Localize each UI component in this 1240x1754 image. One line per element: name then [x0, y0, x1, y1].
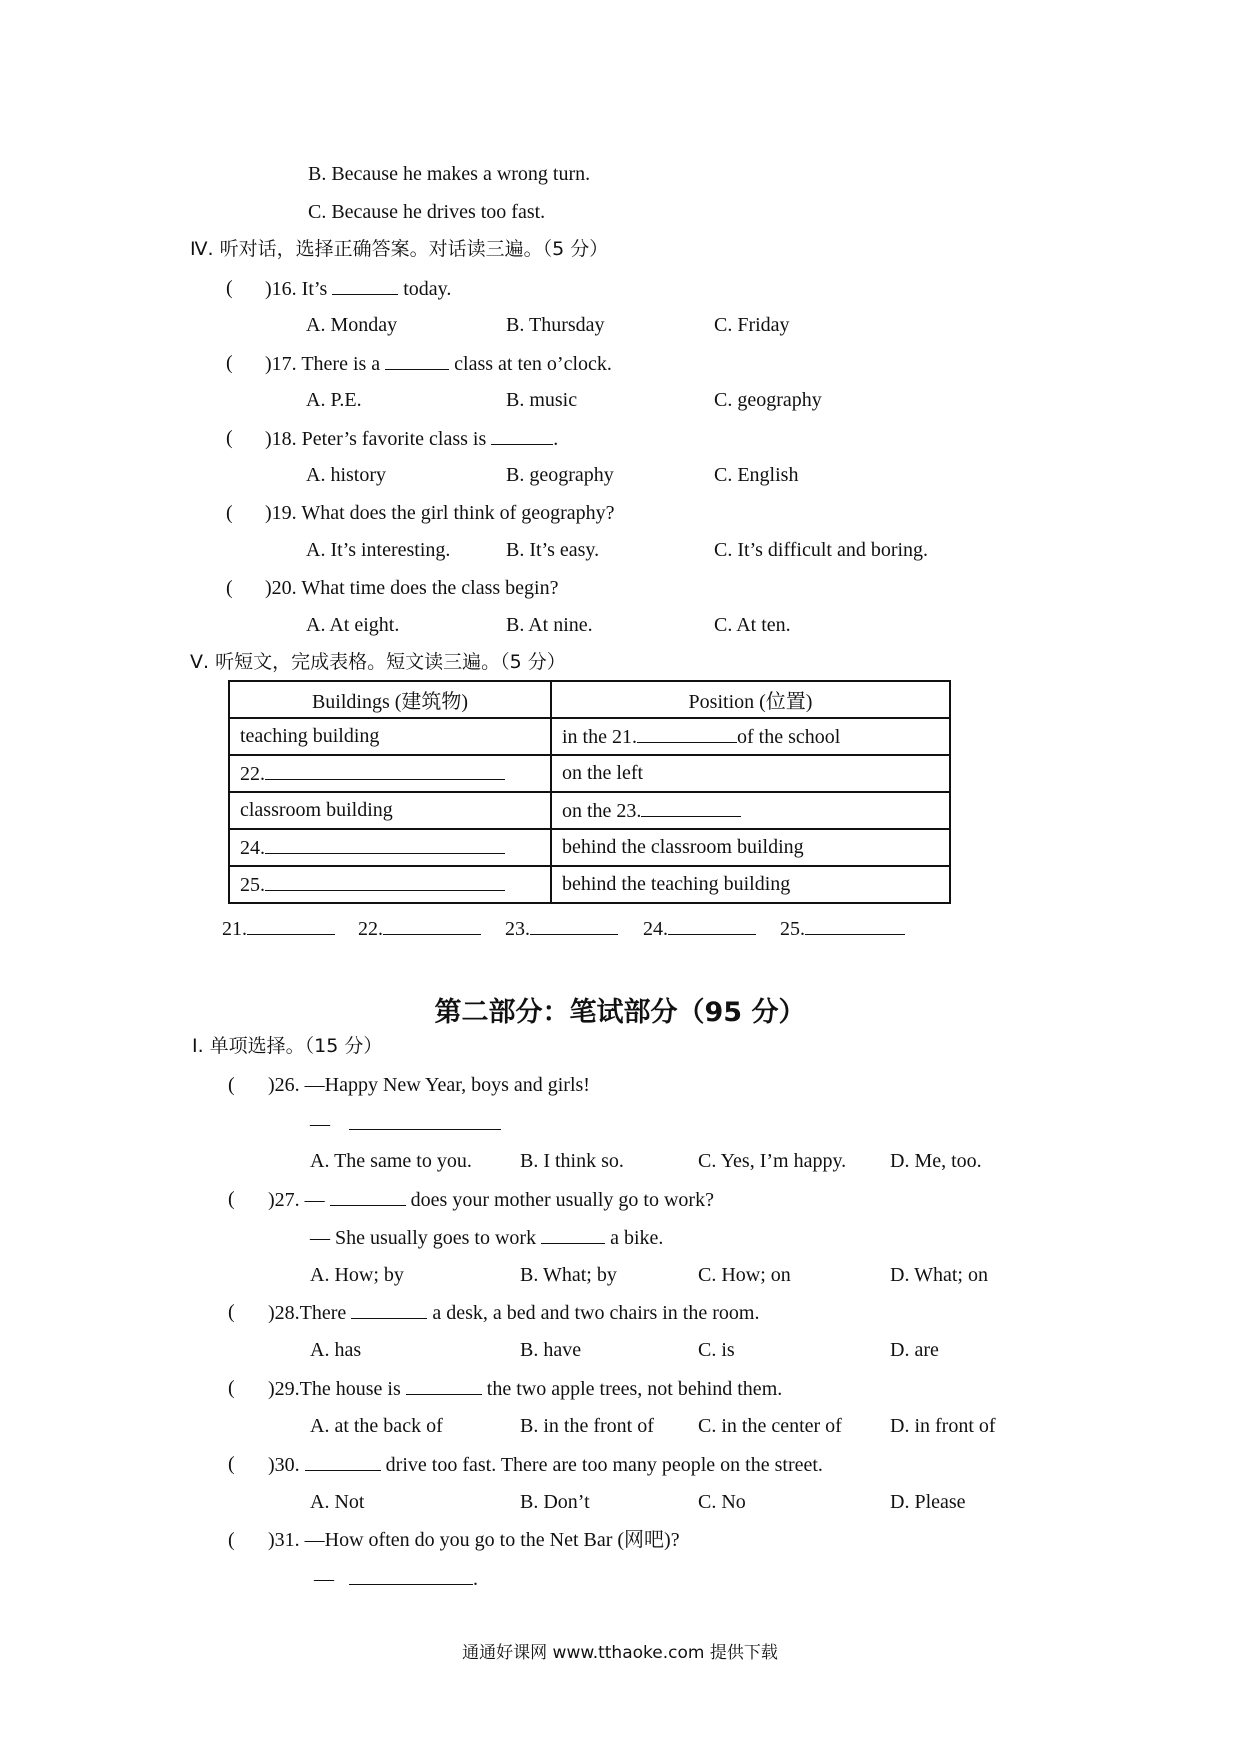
- answer-25: 25.: [780, 916, 905, 941]
- answer-blank[interactable]: [805, 916, 905, 935]
- option: A. Not: [310, 1491, 365, 1513]
- fill-blank[interactable]: [351, 1300, 427, 1319]
- answer-paren: (: [226, 502, 233, 524]
- table-row: [229, 792, 950, 829]
- answer-blank[interactable]: [247, 916, 335, 935]
- fill-blank[interactable]: [385, 351, 449, 370]
- answer-blank[interactable]: [668, 916, 756, 935]
- option-c-carryover: C. Because he drives too fast.: [308, 201, 546, 223]
- fill-blank[interactable]: [330, 1187, 406, 1206]
- fill-blank-23[interactable]: [641, 798, 741, 817]
- answer-blank[interactable]: [530, 916, 618, 935]
- table-cell: on the left: [551, 755, 950, 792]
- question-16: )16. It’s today.: [265, 278, 452, 300]
- question-27: )27. — does your mother usually go to work?: [268, 1189, 714, 1211]
- option: B. Thursday: [506, 314, 605, 336]
- answer-paren: (: [228, 1453, 235, 1475]
- option: C. English: [714, 464, 799, 486]
- option: B. At nine.: [506, 614, 593, 636]
- question-28: )28.There a desk, a bed and two chairs in the room.: [268, 1302, 760, 1324]
- option: A. At eight.: [306, 614, 400, 636]
- fill-blank-22[interactable]: [265, 761, 505, 780]
- option-b-carryover: B. Because he makes a wrong turn.: [308, 163, 591, 185]
- option: B. It’s easy.: [506, 539, 600, 561]
- option: C. geography: [714, 389, 822, 411]
- question-19: )19. What does the girl think of geography?: [265, 502, 615, 524]
- answer-paren: (: [226, 577, 233, 599]
- question-27-reply: — She usually goes to work a bike.: [310, 1227, 664, 1249]
- table-row: [229, 866, 950, 903]
- option: C. At ten.: [714, 614, 791, 636]
- page-footer: 通通好课网 www.tthaoke.com 提供下载: [462, 1643, 778, 1663]
- option: B. I think so.: [520, 1150, 624, 1172]
- answer-paren: (: [228, 1188, 235, 1210]
- fill-blank-24[interactable]: [265, 835, 505, 854]
- option: C. is: [698, 1339, 735, 1361]
- fill-blank[interactable]: [406, 1376, 482, 1395]
- question-18: )18. Peter’s favorite class is .: [265, 428, 559, 450]
- question-31-reply: — .: [314, 1568, 478, 1590]
- option: B. music: [506, 389, 578, 411]
- answer-paren: (: [228, 1377, 235, 1399]
- answer-paren: (: [228, 1529, 235, 1551]
- fill-blank[interactable]: [491, 426, 553, 445]
- option: C. No: [698, 1491, 746, 1513]
- answer-paren: (: [226, 427, 233, 449]
- option: A. It’s interesting.: [306, 539, 451, 561]
- table-row: [229, 829, 950, 866]
- question-17: )17. There is a class at ten o’clock.: [265, 353, 612, 375]
- option: B. Don’t: [520, 1491, 590, 1513]
- table-row: [229, 718, 950, 755]
- option: C. It’s difficult and boring.: [714, 539, 929, 561]
- table-cell: behind the classroom building: [551, 829, 950, 866]
- fill-blank[interactable]: [541, 1225, 605, 1244]
- question-26: )26. —Happy New Year, boys and girls!: [268, 1074, 590, 1096]
- column-header: Position (位置): [551, 681, 950, 718]
- option: D. in front of: [890, 1415, 996, 1437]
- option: C. How; on: [698, 1264, 791, 1286]
- table-cell: behind the teaching building: [551, 866, 950, 903]
- column-header: Buildings (建筑物): [229, 681, 551, 718]
- answer-paren: (: [228, 1301, 235, 1323]
- question-20: )20. What time does the class begin?: [265, 577, 559, 599]
- answer-21: 21.: [222, 916, 335, 941]
- option: A. The same to you.: [310, 1150, 472, 1172]
- option: D. Please: [890, 1491, 966, 1513]
- option: A. history: [306, 464, 386, 486]
- answer-22: 22.: [358, 916, 481, 941]
- answer-blank[interactable]: [383, 916, 481, 935]
- option: A. P.E.: [306, 389, 362, 411]
- option: A. has: [310, 1339, 362, 1361]
- table-cell: 24.: [229, 829, 551, 866]
- section-5-heading: Ⅴ. 听短文，完成表格。短文读三遍。（5 分）: [190, 651, 566, 673]
- option: B. have: [520, 1339, 582, 1361]
- option: A. Monday: [306, 314, 398, 336]
- option: D. Me, too.: [890, 1150, 982, 1172]
- option: D. What; on: [890, 1264, 988, 1286]
- section-4-heading: Ⅳ. 听对话，选择正确答案。对话读三遍。（5 分）: [190, 238, 609, 260]
- fill-blank[interactable]: [332, 276, 398, 295]
- question-30: )30. drive too fast. There are too many people on the street.: [268, 1454, 823, 1476]
- fill-blank[interactable]: [349, 1566, 473, 1585]
- option: D. are: [890, 1339, 939, 1361]
- table-cell: on the 23.: [551, 792, 950, 829]
- buildings-table: [228, 680, 951, 904]
- option: C. Friday: [714, 314, 790, 336]
- option: C. in the center of: [698, 1415, 842, 1437]
- table-cell: teaching building: [229, 718, 551, 755]
- part-2-title: 第二部分：笔试部分（95 分）: [434, 997, 806, 1028]
- fill-blank-25[interactable]: [265, 872, 505, 891]
- question-29: )29.The house is the two apple trees, not behind them.: [268, 1378, 783, 1400]
- answer-24: 24.: [643, 916, 756, 941]
- table-cell: in the 21. of the school: [551, 718, 950, 755]
- table-row: [229, 755, 950, 792]
- fill-blank[interactable]: [305, 1452, 381, 1471]
- answer-paren: (: [226, 352, 233, 374]
- table-cell: classroom building: [229, 792, 551, 829]
- answer-23: 23.: [505, 916, 618, 941]
- option: C. Yes, I’m happy.: [698, 1150, 847, 1172]
- option: A. at the back of: [310, 1415, 443, 1437]
- table-cell: 25.: [229, 866, 551, 903]
- question-26-reply: —: [310, 1111, 501, 1136]
- option: B. geography: [506, 464, 614, 486]
- fill-blank[interactable]: [349, 1111, 501, 1130]
- question-31: )31. —How often do you go to the Net Bar (网吧)?: [268, 1529, 680, 1551]
- option: B. in the front of: [520, 1415, 654, 1437]
- table-header-row: [229, 681, 950, 718]
- option: B. What; by: [520, 1264, 617, 1286]
- answer-paren: (: [226, 277, 233, 299]
- answer-paren: (: [228, 1074, 235, 1096]
- fill-blank-21[interactable]: [637, 724, 737, 743]
- table-cell: 22.: [229, 755, 551, 792]
- part-2-heading: Ⅰ. 单项选择。（15 分）: [192, 1035, 383, 1057]
- option: A. How; by: [310, 1264, 404, 1286]
